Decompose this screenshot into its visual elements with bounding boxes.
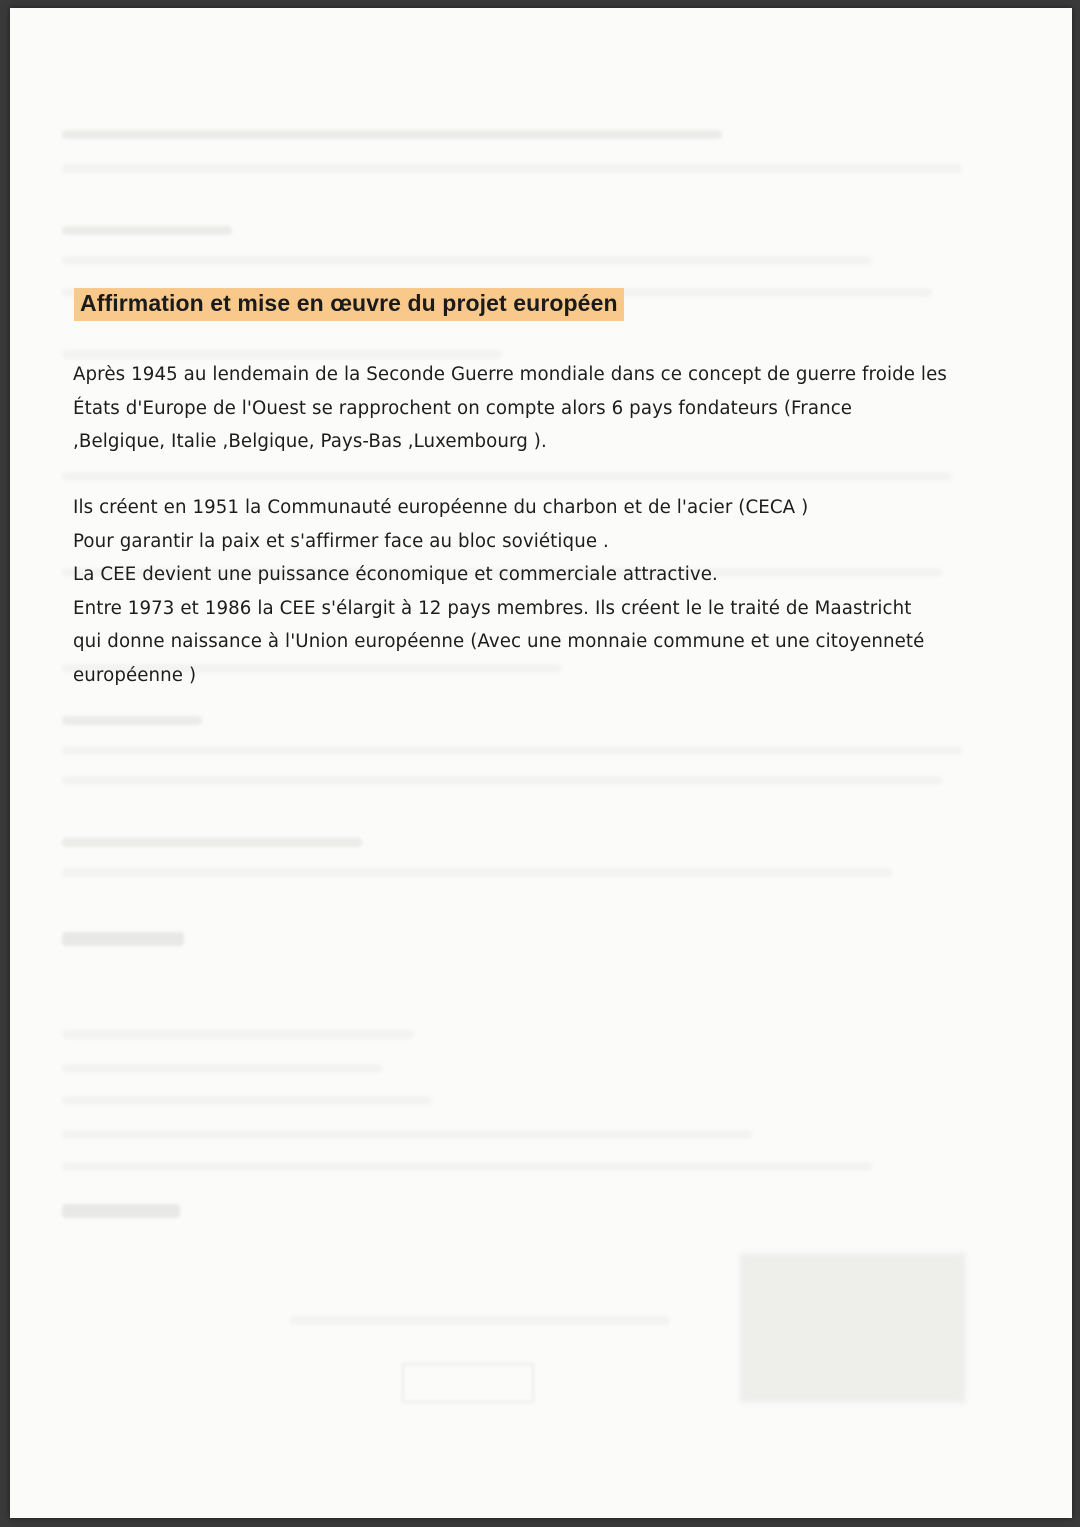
bleed-through-line [62,1096,432,1105]
text-line: ,Belgique, Italie ,Belgique, Pays-Bas ,Luxembourg ). [73,431,547,452]
text-line: Pour garantir la paix et s'affirmer face au bloc soviétique . [73,530,609,552]
text-line: qui donne naissance à l'Union européenne (Avec une monnaie commune et une citoyenneté [73,631,925,652]
text-line: Entre 1973 et 1986 la CEE s'élargit à 12 pays membres. Ils créent le le traité de Maastricht [73,597,912,619]
bleed-through-title [402,1363,534,1403]
bleed-through-line [290,1316,670,1325]
bleed-through-line [62,226,232,235]
bleed-through-line [62,1130,752,1139]
text-line: européenne ) [73,664,197,686]
bleed-through-heading [62,932,184,946]
bleed-through-image [740,1253,966,1403]
bleed-through-line [62,1162,872,1171]
bleed-through-line [62,716,202,725]
bleed-through-line [62,868,892,877]
bleed-through-line [62,776,942,785]
section-heading: Affirmation et mise en œuvre du projet européen [74,288,624,321]
text-line: Après 1945 au lendemain de la Seconde Guerre mondiale dans ce concept de guerre froide les [73,364,947,385]
bleed-through-line [62,838,362,847]
bleed-through-line [62,256,872,265]
paper-page [10,8,1072,1518]
bleed-through-line [62,1030,414,1039]
bleed-through-line [62,1064,382,1073]
bleed-through-line [62,472,952,481]
bleed-through-line [62,164,962,173]
text-line: Ils créent en 1951 la Communauté européenne du charbon et de l'acier (CECA ) [73,497,809,518]
bleed-through-line [62,746,962,755]
paragraph-ceca-cee-ue [73,491,1003,692]
paragraph-post-1945 [73,358,1003,459]
text-line: La CEE devient une puissance économique et commerciale attractive. [73,564,718,585]
text-line: États d'Europe de l'Ouest se rapprochent on compte alors 6 pays fondateurs (France [73,397,853,419]
bleed-through-heading [62,1204,180,1218]
bleed-through-line [62,130,722,139]
